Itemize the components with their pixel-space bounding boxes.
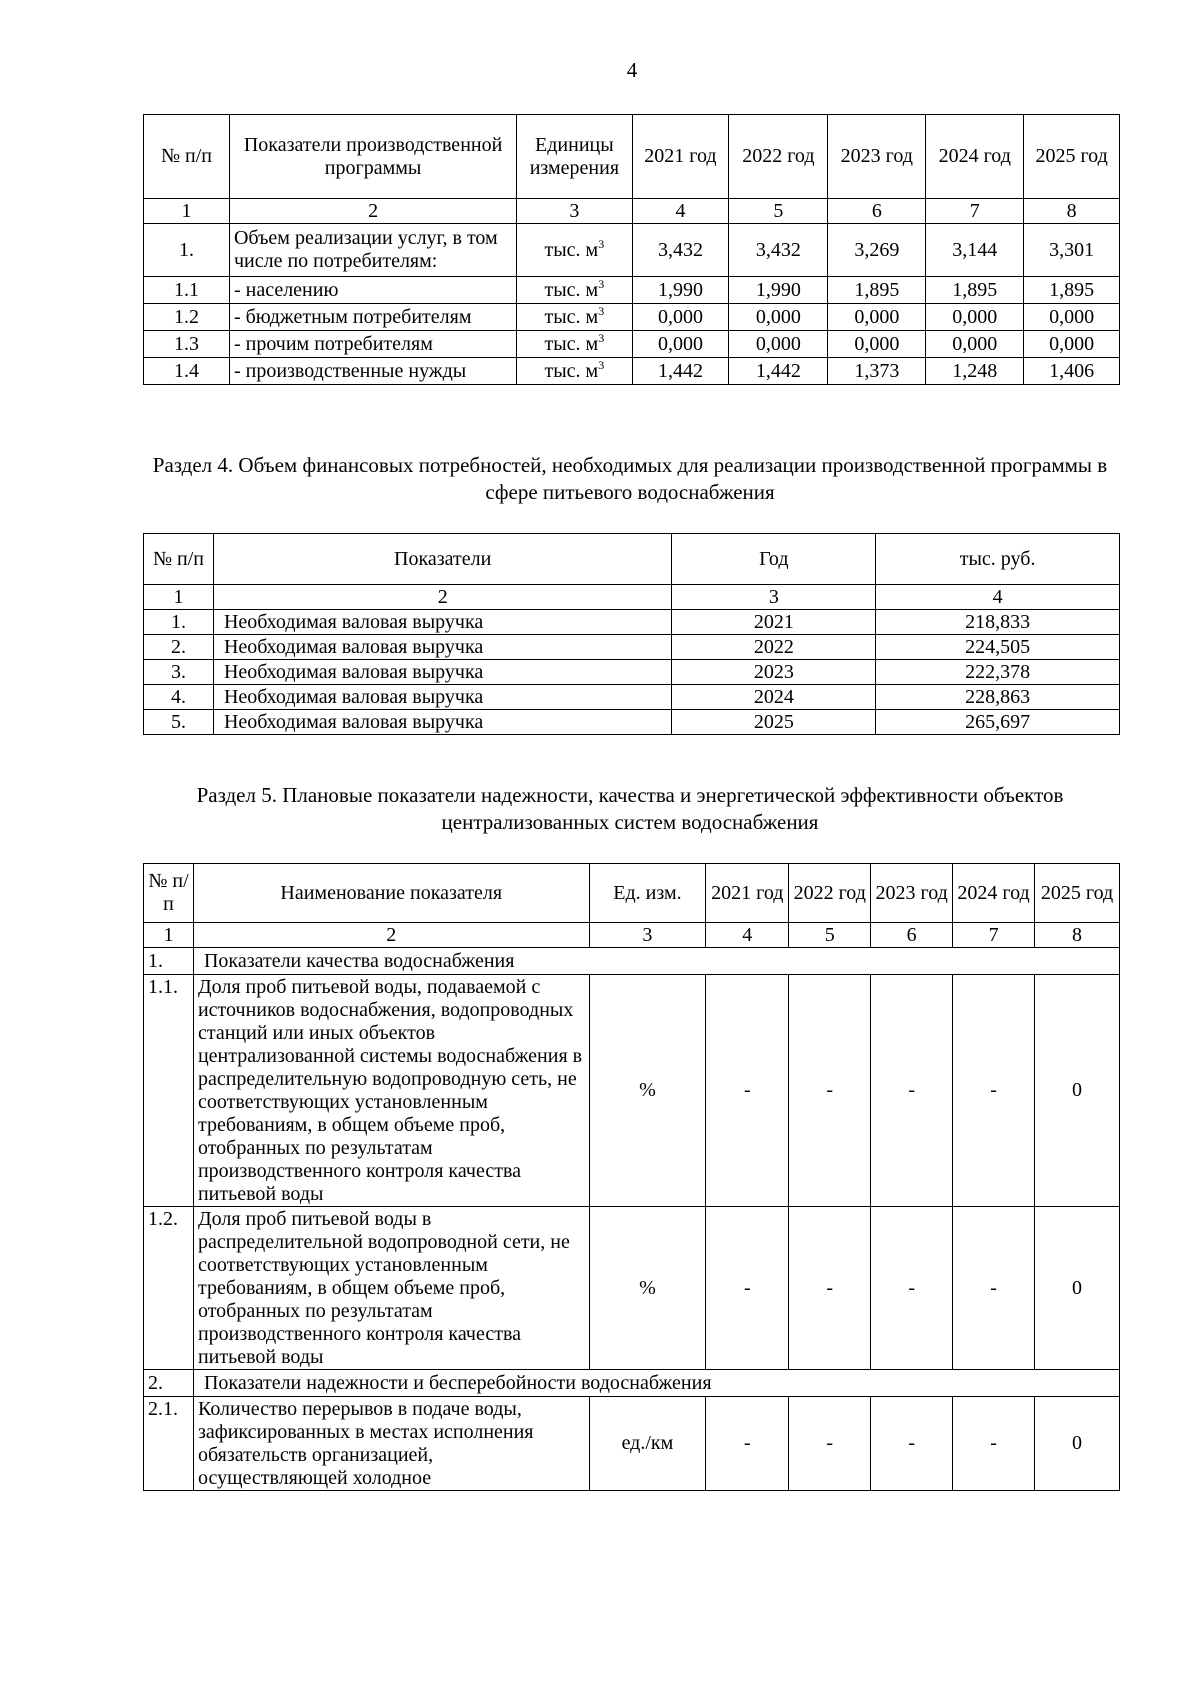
row-name: - прочим потребителям xyxy=(229,331,516,358)
header-cell: 2025 год xyxy=(1035,864,1120,923)
row-number: 1. xyxy=(144,610,214,635)
row-name: Объем реализации услуг, в том числе по потребителям: xyxy=(229,224,516,277)
value-cell: 0,000 xyxy=(828,304,926,331)
value-cell: - xyxy=(953,1207,1035,1370)
header-cell: Показатели производственной программы xyxy=(229,115,516,199)
value-cell: 1,406 xyxy=(1024,358,1120,385)
row-number: 1. xyxy=(144,224,230,277)
table-row xyxy=(144,331,1120,358)
value-cell: 228,863 xyxy=(876,685,1120,710)
index-cell: 3 xyxy=(672,585,876,610)
value-cell: 0,000 xyxy=(828,331,926,358)
index-cell: 1 xyxy=(144,923,194,948)
table-row xyxy=(144,660,1120,685)
row-name: Необходимая валовая выручка xyxy=(213,685,672,710)
value-cell: 3,144 xyxy=(926,224,1024,277)
index-cell: 1 xyxy=(144,199,230,224)
value-cell: 1,990 xyxy=(729,277,828,304)
header-cell: 2025 год xyxy=(1024,115,1120,199)
value-cell: 1,990 xyxy=(632,277,729,304)
header-cell: 2023 год xyxy=(871,864,953,923)
value-cell: 1,373 xyxy=(828,358,926,385)
unit-cell: тыс. $м^3$ xyxy=(517,277,632,304)
index-cell: 5 xyxy=(789,923,871,948)
unit-cell: тыс. $м^3$ xyxy=(517,224,632,277)
row-number: 2.1. xyxy=(144,1397,194,1491)
value-cell: 0,000 xyxy=(729,331,828,358)
value-cell: - xyxy=(789,1207,871,1370)
row-name: Количество перерывов в подаче воды, зафиксированных в местах исполнения обязательств организацией, осуществляющей холодное xyxy=(193,1397,589,1491)
value-cell: 3,301 xyxy=(1024,224,1120,277)
value-cell: 0,000 xyxy=(926,331,1024,358)
group-number: 2. xyxy=(144,1370,194,1397)
index-cell: 7 xyxy=(926,199,1024,224)
unit-cell: тыс. $м^3$ xyxy=(517,304,632,331)
group-row xyxy=(144,948,1120,975)
year-cell: 2023 xyxy=(672,660,876,685)
group-title: Показатели надежности и бесперебойности водоснабжения xyxy=(193,1370,1119,1397)
header-cell: Единицы измерения xyxy=(517,115,632,199)
index-cell: 7 xyxy=(953,923,1035,948)
page-number: 4 xyxy=(626,58,638,82)
header-cell: № п/п xyxy=(144,864,194,923)
value-cell: 265,697 xyxy=(876,710,1120,735)
table-row xyxy=(144,224,1120,277)
header-cell: 2021 год xyxy=(706,864,789,923)
table-row xyxy=(144,277,1120,304)
value-cell: 3,432 xyxy=(632,224,729,277)
value-cell: 0,000 xyxy=(1024,304,1120,331)
table-row xyxy=(144,610,1120,635)
value-cell: 1,442 xyxy=(632,358,729,385)
unit-cell: % xyxy=(589,1207,706,1370)
value-cell: 0,000 xyxy=(632,331,729,358)
column-index-row xyxy=(144,585,1120,610)
row-name: Необходимая валовая выручка xyxy=(213,635,672,660)
value-cell: 0,000 xyxy=(926,304,1024,331)
table-row xyxy=(144,635,1120,660)
financial-needs-table xyxy=(143,533,1120,735)
header-cell: Год xyxy=(672,534,876,585)
value-cell: 0,000 xyxy=(729,304,828,331)
production-program-table xyxy=(143,114,1120,385)
row-number: 1.3 xyxy=(144,331,230,358)
header-cell: 2022 год xyxy=(789,864,871,923)
value-cell: - xyxy=(953,1397,1035,1491)
index-cell: 6 xyxy=(828,199,926,224)
value-cell: 0,000 xyxy=(632,304,729,331)
value-cell: 3,432 xyxy=(729,224,828,277)
value-cell: - xyxy=(871,1207,953,1370)
group-row xyxy=(144,1370,1120,1397)
reliability-indicators-table xyxy=(143,863,1120,1491)
index-cell: 4 xyxy=(706,923,789,948)
value-cell: - xyxy=(871,1397,953,1491)
index-cell: 2 xyxy=(193,923,589,948)
row-name: - населению xyxy=(229,277,516,304)
unit-cell: % xyxy=(589,975,706,1207)
row-number: 1.2 xyxy=(144,304,230,331)
index-cell: 2 xyxy=(229,199,516,224)
header-cell: Показатели xyxy=(213,534,672,585)
value-cell: 1,442 xyxy=(729,358,828,385)
index-cell: 4 xyxy=(876,585,1120,610)
row-number: 2. xyxy=(144,635,214,660)
row-name: - производственные нужды xyxy=(229,358,516,385)
index-cell: 4 xyxy=(632,199,729,224)
value-cell: - xyxy=(789,1397,871,1491)
unit-cell: ед./км xyxy=(589,1397,706,1491)
column-index-row xyxy=(144,199,1120,224)
header-cell: Наименование показателя xyxy=(193,864,589,923)
table-row xyxy=(144,975,1120,1207)
value-cell: 3,269 xyxy=(828,224,926,277)
index-cell: 3 xyxy=(589,923,706,948)
value-cell: 1,895 xyxy=(828,277,926,304)
header-cell: 2022 год xyxy=(729,115,828,199)
table-row xyxy=(144,685,1120,710)
section-5-title: Раздел 5. Плановые показатели надежности, качества и энергетической эффективности объектов централизованных систем водоснабжения xyxy=(196,783,1064,834)
value-cell: 1,248 xyxy=(926,358,1024,385)
header-cell: № п/п xyxy=(144,115,230,199)
value-cell: 218,833 xyxy=(876,610,1120,635)
row-number: 1.1. xyxy=(144,975,194,1207)
header-cell: 2021 год xyxy=(632,115,729,199)
year-cell: 2021 xyxy=(672,610,876,635)
row-number: 3. xyxy=(144,660,214,685)
value-cell: 0,000 xyxy=(1024,331,1120,358)
index-cell: 5 xyxy=(729,199,828,224)
index-cell: 3 xyxy=(517,199,632,224)
value-cell: - xyxy=(789,975,871,1207)
value-cell: 224,505 xyxy=(876,635,1120,660)
header-cell: 2023 год xyxy=(828,115,926,199)
header-cell: Ед. изм. xyxy=(589,864,706,923)
row-name: Доля проб питьевой воды, подаваемой с источников водоснабжения, водопроводных станций или иных объектов централизованной системы водоснабжения в распределительную водопроводную сеть, не соответствующих установленным требованиям, в общем объеме проб, отобранных по результатам производственного контроля качества питьевой воды xyxy=(193,975,589,1207)
row-name: Необходимая валовая выручка xyxy=(213,610,672,635)
value-cell: - xyxy=(706,1207,789,1370)
unit-cell: тыс. $м^3$ xyxy=(517,358,632,385)
group-title: Показатели качества водоснабжения xyxy=(193,948,1119,975)
value-cell: - xyxy=(871,975,953,1207)
table-header-row xyxy=(144,864,1120,923)
value-cell: - xyxy=(706,975,789,1207)
value-cell: 0 xyxy=(1035,975,1120,1207)
row-name: Доля проб питьевой воды в распределительной водопроводной сети, не соответствующих установленным требованиям, в общем объеме проб, отобранных по результатам производственного контроля качества питьевой воды xyxy=(193,1207,589,1370)
table-row xyxy=(144,358,1120,385)
value-cell: - xyxy=(706,1397,789,1491)
column-index-row xyxy=(144,923,1120,948)
value-cell: 1,895 xyxy=(926,277,1024,304)
index-cell: 8 xyxy=(1035,923,1120,948)
header-cell: 2024 год xyxy=(926,115,1024,199)
row-number: 4. xyxy=(144,685,214,710)
header-cell: тыс. руб. xyxy=(876,534,1120,585)
year-cell: 2022 xyxy=(672,635,876,660)
row-number: 1.4 xyxy=(144,358,230,385)
value-cell: 1,895 xyxy=(1024,277,1120,304)
table-row xyxy=(144,710,1120,735)
value-cell: 0 xyxy=(1035,1207,1120,1370)
header-cell: 2024 год xyxy=(953,864,1035,923)
row-number: 1.2. xyxy=(144,1207,194,1370)
year-cell: 2025 xyxy=(672,710,876,735)
row-number: 1.1 xyxy=(144,277,230,304)
index-cell: 6 xyxy=(871,923,953,948)
group-number: 1. xyxy=(144,948,194,975)
table-header-row xyxy=(144,534,1120,585)
row-number: 5. xyxy=(144,710,214,735)
index-cell: 2 xyxy=(213,585,672,610)
value-cell: 0 xyxy=(1035,1397,1120,1491)
index-cell: 8 xyxy=(1024,199,1120,224)
table-row xyxy=(144,1207,1120,1370)
index-cell: 1 xyxy=(144,585,214,610)
unit-cell: тыс. $м^3$ xyxy=(517,331,632,358)
row-name: Необходимая валовая выручка xyxy=(213,710,672,735)
value-cell: - xyxy=(953,975,1035,1207)
value-cell: 222,378 xyxy=(876,660,1120,685)
table-header-row xyxy=(144,115,1120,199)
table-row xyxy=(144,304,1120,331)
year-cell: 2024 xyxy=(672,685,876,710)
section-4-title: Раздел 4. Объем финансовых потребностей, необходимых для реализации производственной программы в сфере питьевого водоснабжения xyxy=(152,453,1108,504)
header-cell: № п/п xyxy=(144,534,214,585)
row-name: - бюджетным потребителям xyxy=(229,304,516,331)
row-name: Необходимая валовая выручка xyxy=(213,660,672,685)
table-row xyxy=(144,1397,1120,1491)
